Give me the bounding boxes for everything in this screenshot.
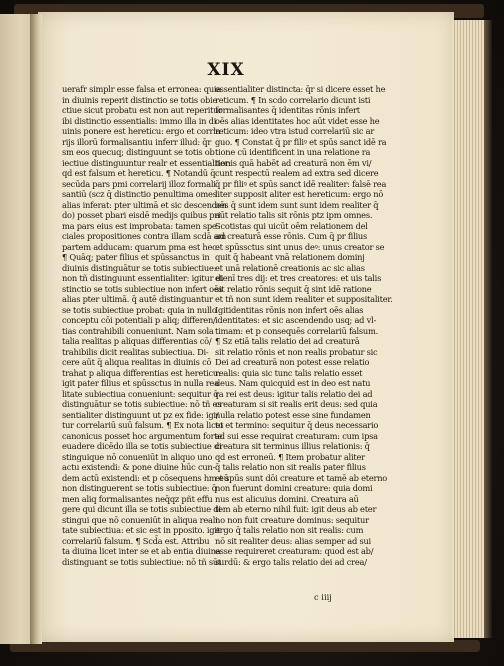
text-line: esse requireret creaturam: quod est ab/	[215, 546, 374, 556]
text-line: nulla relatio potest esse sine fundamen	[215, 409, 371, 420]
text-line: sm eos quecuq; distinguunt se totis ob	[62, 147, 215, 157]
text-line: et spūs sunt dōi creature et tamē ab eterno	[215, 472, 388, 483]
text-line: surdū: & ergo talis relatio dei ad crea/	[215, 556, 367, 567]
text-line: et unā relationē creationis ac sic alias	[215, 262, 365, 273]
text-line: deus. Nam quicquid est in deo est natu	[215, 378, 371, 388]
text-line: creaturam si sit realis erit deus: sed quia	[215, 399, 378, 409]
text-line: non fuerunt domini creature: quia domi	[215, 483, 373, 493]
text-line: essentialiter distincta: q̄r si dicere esset he	[215, 84, 386, 94]
left-text-column	[62, 84, 232, 567]
text-line: tate subiectiua: et sic est in pposito. igit	[62, 525, 220, 535]
text-line: Scotistas qui uicūt oēm relationem del	[215, 220, 368, 231]
text-line: et spūssctus sint unus deꝰ: unus creator se	[215, 241, 385, 252]
text-line: sit relatio rōnis sequit q̄ sint idē ratione	[215, 283, 372, 294]
text-line: canonicus posset hoc argumentum forte	[62, 430, 223, 441]
text-line: ad sui esse requirat creaturam: cum ipsa	[215, 430, 378, 441]
text-line: correlariū falsum. ¶ Scd̄a est. Attribu	[62, 535, 210, 546]
text-line: ma pars eius est improbata: tamen spe	[62, 220, 217, 231]
folio-number: XIX	[207, 60, 245, 80]
text-line: tione cū identificent in una relatione ra	[215, 147, 371, 157]
text-line: igit pater filius et spūssctus in nulla rea	[62, 378, 219, 388]
text-line: oēs alias identitates hoc aūt videt esse he	[215, 115, 380, 126]
text-line: distinguātur se totis subiectiue: nō tñ es	[62, 399, 222, 409]
text-line: nō sit realiter deus: alias semper ad sui	[215, 535, 371, 546]
text-line: do) posset pbari eisdē medijs quibus pri	[62, 210, 221, 220]
text-line: reticum: ideo vtra istud correlariū sic ar	[215, 126, 375, 136]
text-line: tem ab eterno nihil fuit: igit deus ab eter	[215, 504, 377, 514]
text-line: formalisantes q̄ identitas rōnis infert	[215, 105, 360, 115]
text-line: men aliq formalisantes neq̄qz pñt effu	[62, 493, 213, 504]
text-line: reticum. ¶ In scdo correlario dicunt isti	[215, 94, 371, 105]
text-line: creatura sit terminus illius relationis: q̄	[215, 441, 370, 451]
page-edges-shadow	[484, 20, 492, 638]
text-line: non tñ distinguunt essentialiter: igitur di	[62, 273, 224, 283]
text-line: guo. ¶ Constat q̄ pr filiꝰ et spūs sanct idē ra	[215, 136, 387, 147]
text-line: in diuinis reperit distinctio se totis obie	[62, 94, 218, 105]
text-line: ciales propositiones contra illam scdā am	[62, 231, 226, 241]
text-line: iectiue distinguuntur realr et essentialiter:	[62, 157, 231, 168]
text-line: qd est erroneū. ¶ Item probatur aliter	[215, 451, 365, 462]
text-line: etenī tres dij: et tres creatores: et uis talis	[215, 273, 382, 283]
text-line: realis: quia sic tunc talis relatio esset	[215, 367, 363, 378]
text-line: euadere dicēdo illa se totis subiectiue di	[62, 441, 222, 451]
text-line: cere aūt q̄ aliqua realitas in diuinis cō	[62, 357, 212, 367]
text-line: ibi distinctio essentialis: immo illa in di	[62, 115, 217, 126]
text-line: litate subiectiua conueniunt: sequitur q̄	[62, 388, 219, 399]
text-line: sentialiter distinguunt ut pz ex fide: igi/	[62, 409, 219, 420]
text-line: qd est falsum et hereticu. ¶ Notandū q̄	[62, 168, 216, 178]
text-line: partem adducam: quarum pma est hec.	[62, 241, 219, 252]
text-line: cunt respectū realem ad extra sed dicere	[215, 168, 379, 178]
text-line: ad creaturā esse rōnis. Cum q̄ pr filius	[215, 231, 367, 241]
facing-page-edge	[0, 14, 34, 644]
text-line: santiū (scz q̄ distinctio penultima omes	[62, 189, 217, 199]
text-line: distinguant se totis subiectiue: nō tñ sūt	[62, 556, 222, 567]
text-line: Dei ad creaturā non potest esse relatio	[215, 357, 370, 367]
text-line: uinis ponere est hereticu: ergo et corrla	[62, 126, 221, 136]
text-line: tionis quā habēt ad creaturā non ēm vi/	[215, 157, 372, 168]
text-line: trahibilis dicit realitas subiectiua. Di-	[62, 346, 209, 357]
text-line: stinctio se totis subiectiue non infert oēs	[62, 283, 223, 294]
text-line: alias pter ultimā. q̄ autē distinguantur	[62, 294, 213, 304]
text-line: quit q̄ habeant vnā relationem dominj	[215, 252, 365, 262]
text-line: talia realitas p aliquas differentias cō/	[62, 336, 212, 346]
right-text-column	[215, 84, 393, 567]
text-line: ctiue sicut probatu est non aut reperitur	[62, 105, 223, 115]
text-line: liter supposit aliter est hereticum: ergo nō	[215, 189, 384, 199]
signature-mark: c iiij	[314, 592, 332, 602]
text-line: oēs q̄ sunt idem sunt sunt idem realiter q̄	[215, 199, 379, 210]
text-line: sit relatio rōnis et non realis probatur sic	[215, 346, 378, 357]
page-edges	[452, 20, 486, 638]
text-line: conceptu cōi potentiali p aliq; differen/	[62, 315, 216, 325]
text-line: nus est alicuius domini. Creatura aū	[215, 493, 359, 504]
text-line: stinguique nō conueniūt in aliquo uno	[62, 451, 213, 462]
text-line: dem actū existendi: et p cōsequens hm eū	[62, 472, 229, 483]
text-line: q̄ pr filiꝰ et spūs sanct idē realiter: falsē rea	[215, 178, 387, 189]
text-line: no non fuit creature dominus: sequitur	[215, 514, 369, 525]
text-line: actu existendi: & pone diuine hūc cun-	[62, 462, 216, 472]
text-line: ergo q̄ talis relatio non sit realis: cum	[215, 525, 364, 535]
text-line: tur correlariū suū falsum. ¶ Ex nota licet	[62, 420, 224, 430]
text-line: ra rei est deus: igitur talis relatio dei ad	[215, 388, 373, 399]
text-line: ¶ Sz etiā talis relatio dei ad creaturā	[215, 336, 360, 346]
text-line: gere qui dicunt illa se totis subiectiue di	[62, 504, 221, 514]
text-line: non distinguerent se totis subiectiue: q̄	[62, 483, 217, 493]
text-line: ta diuina licet inter se et ab entia diuina	[62, 546, 221, 556]
text-line: alias inferat: pter ultimā et sic descenden	[62, 199, 227, 210]
text-line: uerafr simplr esse falsa et erronea: quia	[62, 84, 222, 94]
text-line: identitates: et sic ascendendo usq; ad vl-	[215, 315, 376, 325]
text-line: se totis subiectiue probat: quia in nullo	[62, 304, 217, 315]
text-line: to et termino: sequitur q̄ deus necessario	[215, 420, 379, 430]
text-line: stingui que nō conueniūt in aliqua reali	[62, 514, 218, 525]
text-line: et tñ non sunt idem realiter et suppositaliter.	[215, 294, 393, 304]
text-line: Igitidentitas rōnis non infert oēs alias	[215, 304, 364, 315]
text-line: rijs illorū formalisantiu inferr illud: q̄r	[62, 136, 212, 147]
text-line: diuinis distinguātur se totis subiectiue:	[62, 262, 217, 273]
text-line: secūda pars pmi correlarij illoz formali	[62, 178, 216, 189]
text-line: ¶ Quāq; pater filius et spūssanctus in	[62, 252, 210, 262]
text-line: timam: et p consequēs correlariū falsum.	[215, 325, 379, 336]
text-line: q̄ talis relatio non sit realis pater filius	[215, 462, 366, 472]
text-line: aūt relatio talis sit rōnis ptz ipm omnes.	[215, 210, 373, 220]
gutter-shadow	[30, 14, 42, 644]
text-line: tias contrahibili conueniunt. Nam sola	[62, 325, 214, 336]
text-line: trahat p aliqua differentias est hereticu:	[62, 367, 221, 378]
